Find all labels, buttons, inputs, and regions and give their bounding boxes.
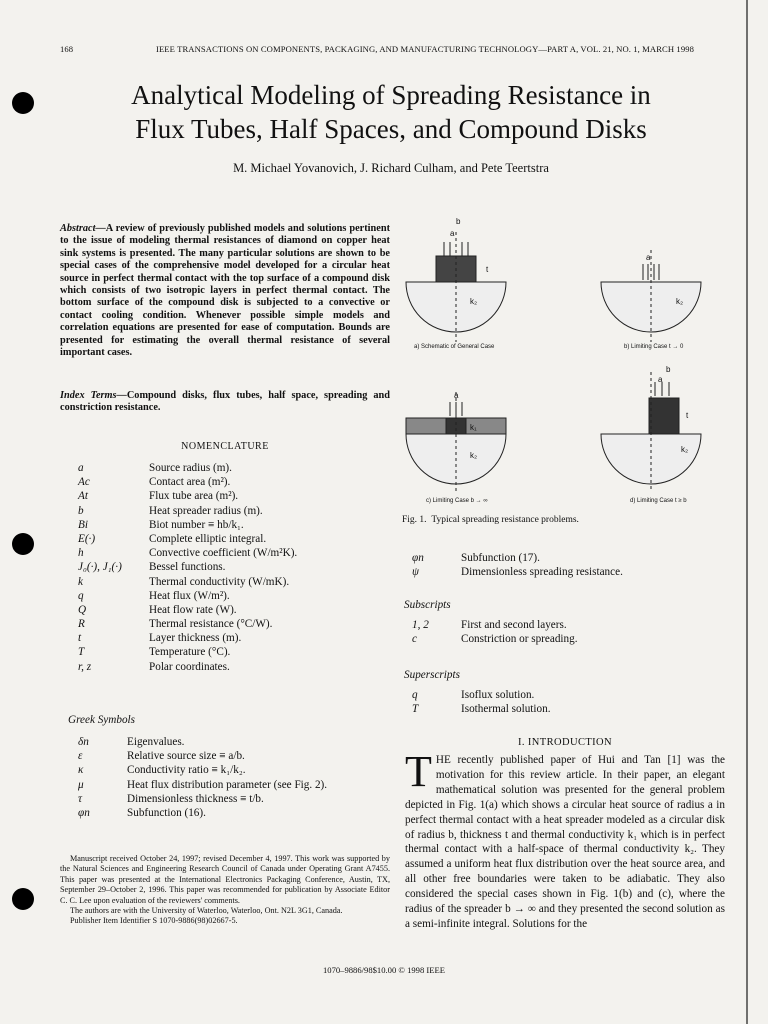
index-terms (60, 390, 390, 415)
entry-symbol: δn (78, 736, 89, 748)
figure-caption-label: Fig. 1. (402, 515, 427, 525)
copyright-footer: 1070–9886/98$10.00 © 1998 IEEE (322, 965, 446, 975)
fig-label-k2: k₂ (681, 445, 689, 454)
entry-symbol: r, z (78, 660, 92, 673)
entry-symbol: q (78, 589, 84, 602)
entry-description: Contact area (m²). (149, 476, 231, 489)
fig-sub-c: c) Limiting Case b → ∞ (426, 498, 488, 504)
fig-label-k2: k₂ (470, 451, 478, 460)
entry-description: Heat spreader radius (m). (149, 504, 263, 517)
entry-symbol: q (412, 689, 418, 701)
fig-label-a: a (450, 229, 455, 238)
entry-description: First and second layers. (461, 619, 567, 631)
entry-description: Source radius (m). (149, 462, 232, 474)
subscripts-heading: Subscripts (404, 599, 451, 611)
entry-symbol: t (78, 632, 82, 645)
entry-description: Heat flux (W/m²). (149, 589, 230, 602)
entry-symbol: k (78, 575, 83, 588)
entry-description: Heat flux distribution parameter (see Fig. 2). (127, 778, 328, 791)
page-edge (746, 0, 748, 1024)
abstract (60, 223, 390, 359)
section-heading-introduction: I. INTRODUCTION (517, 737, 613, 748)
abstract-label: Abstract— (60, 223, 106, 234)
entry-description: Layer thickness (m). (149, 632, 242, 645)
fig-sub-b: b) Limiting Case t → 0 (624, 344, 684, 350)
entry-symbol: R (78, 618, 85, 631)
entry-description: Dimensionless spreading resistance. (461, 566, 623, 579)
fig-label-k1: k₁ (470, 423, 477, 432)
entry-symbol: b (78, 504, 84, 517)
fig-sub-a: a) Schematic of General Case (414, 344, 495, 350)
entry-description: Thermal resistance (°C/W). (149, 618, 273, 631)
entry-symbol: J₀(·), J₁(·) (78, 561, 122, 574)
dropcap: T (405, 747, 432, 796)
entry-symbol: a (78, 462, 84, 474)
entry-symbol: 1, 2 (412, 619, 429, 631)
introduction-text (405, 747, 725, 932)
entry-description: Biot number ≡ hb/k₁. (149, 518, 244, 531)
entry-description: Subfunction (16). (127, 806, 206, 819)
binder-hole (12, 888, 34, 910)
footnote-p1: Manuscript received October 24, 1997; revised December 4, 1997. This work was supported by the Natural Sciences and Engineering Research Council of Canada under Operating Grant A7455. This paper was presented at the International Electronics Packaging Conference, Austin, TX, September 29–October 2, 1996. This paper was recommended for publication by Associate Editor C. C. Lee upon evaluation of the reviewers' comments. (60, 854, 390, 905)
title-line-1: Analytical Modeling of Spreading Resistance in (131, 80, 651, 110)
binder-hole (12, 533, 34, 555)
fig-label-b: b (666, 365, 671, 374)
entry-description: Isothermal solution. (461, 703, 551, 716)
entry-description: Subfunction (17). (461, 552, 540, 564)
entry-symbol: E(·) (78, 532, 96, 545)
page-number: 168 (60, 44, 74, 54)
fig-label-a: a (658, 375, 663, 384)
entry-description: Polar coordinates. (149, 660, 230, 673)
entry-description: Relative source size ≡ a/b. (127, 750, 245, 763)
index-terms-label: Index Terms— (60, 390, 127, 401)
superscripts-heading: Superscripts (404, 669, 460, 681)
entry-symbol: κ (78, 764, 84, 777)
entry-description: Dimensionless thickness ≡ t/b. (127, 792, 264, 805)
fig-label-a: a (646, 253, 651, 262)
fig-label-b: b (456, 217, 461, 226)
fig-label-k2: k₂ (470, 297, 478, 306)
footnote (60, 854, 390, 927)
entry-symbol: T (78, 646, 85, 659)
entry-description: Complete elliptic integral. (149, 532, 267, 545)
entry-description: Heat flow rate (W). (149, 603, 237, 616)
entry-description: Eigenvalues. (127, 736, 185, 748)
fig-label-t: t (486, 265, 489, 274)
entry-symbol: Ac (78, 476, 90, 489)
entry-description: Conductivity ratio ≡ k₁/k₂. (127, 764, 246, 777)
entry-symbol: T (412, 703, 419, 716)
entry-description: Flux tube area (m²). (149, 490, 239, 503)
entry-symbol: μ (78, 778, 84, 791)
entry-symbol: Q (78, 603, 87, 616)
entry-symbol: c (412, 633, 417, 646)
entry-symbol: φn (412, 552, 424, 564)
figure-caption-text: Typical spreading resistance problems. (431, 515, 579, 525)
entry-description: Constriction or spreading. (461, 633, 578, 646)
entry-symbol: τ (78, 792, 83, 805)
figure-caption (402, 515, 722, 525)
abstract-text: A review of previously published models and solutions pertinent to the issue of modeling thermal resistances of diamond on copper heat sink systems is presented. The many particular solutions are shown to be special cases of the comprehensive model developed for a circular heat source in perfect thermal contact with the top surface of a compound disk which consists of two isotropic layers in perfect thermal contact. The bottom surface of the compound disk is subjected to a convective or contact cooling condition. Whenever possible simple models and correlation equations are presented for ease of computation. Bounds are presented for estimating the overall thermal resistance of several important cases. (60, 223, 390, 359)
nomenclature-heading: NOMENCLATURE (181, 441, 269, 452)
entry-description: Thermal conductivity (W/mK). (149, 575, 290, 588)
entry-symbol: Bi (78, 518, 88, 531)
entry-description: Convective coefficient (W/m²K). (149, 547, 298, 560)
binder-hole (12, 92, 34, 114)
index-terms-text: Compound disks, flux tubes, half space, spreading and constriction resistance. (60, 390, 390, 414)
entry-symbol: φn (78, 806, 90, 819)
figure-1 (396, 212, 736, 532)
entry-symbol: At (78, 490, 88, 503)
entry-symbol: ψ (412, 566, 419, 579)
entry-description: Bessel functions. (149, 561, 226, 574)
authors: M. Michael Yovanovich, J. Richard Culham, and Pete Teertstra (233, 161, 549, 175)
footnote-p3: Publisher Item Identifier S 1070-9886(98)02667-5. (70, 916, 238, 926)
footnote-p2: The authors are with the University of Waterloo, Waterloo, Ont. N2L 3G1, Canada. (70, 906, 343, 916)
title-line-2: Flux Tubes, Half Spaces, and Compound Disks (135, 114, 647, 144)
entry-symbol: h (78, 547, 84, 560)
fig-sub-d: d) Limiting Case t ≥ b (630, 498, 687, 504)
entry-description: Isoflux solution. (461, 689, 535, 701)
fig-label-a: a (454, 391, 459, 400)
fig-label-t: t (686, 411, 689, 420)
entry-description: Temperature (°C). (149, 646, 231, 659)
entry-symbol: ε (78, 750, 83, 763)
paper-title (60, 78, 722, 146)
greek-heading: Greek Symbols (68, 714, 135, 726)
introduction-body: HE recently published paper of Hui and Tan [1] was the motivation for this review article. In their paper, an elegant mathematical solution was presented for the general problem depicted in Fig. 1(a) which shows a circular heat source of radius a in perfect thermal contact with a heat spreader modeled as a circular disk of radius b, thickness t and thermal conductivity k₁ which is in perfect thermal contact with a half-space of thermal conductivity k₂. They assumed a uniform heat flux distribution over the heat source area, and all other free boundaries were taken to be adiabatic. They also considered the special cases shown in Fig. 1(b) and (c), where the radius of the spreader b → ∞ and they presented the second solution as a semi-infinite integral. Solutions for the (405, 754, 725, 930)
journal-title: IEEE TRANSACTIONS ON COMPONENTS, PACKAGING, AND MANUFACTURING TECHNOLOGY—PART A, VOL. 21, NO. 1, MARCH 1998 (156, 44, 695, 54)
fig-label-k2: k₂ (676, 297, 684, 306)
